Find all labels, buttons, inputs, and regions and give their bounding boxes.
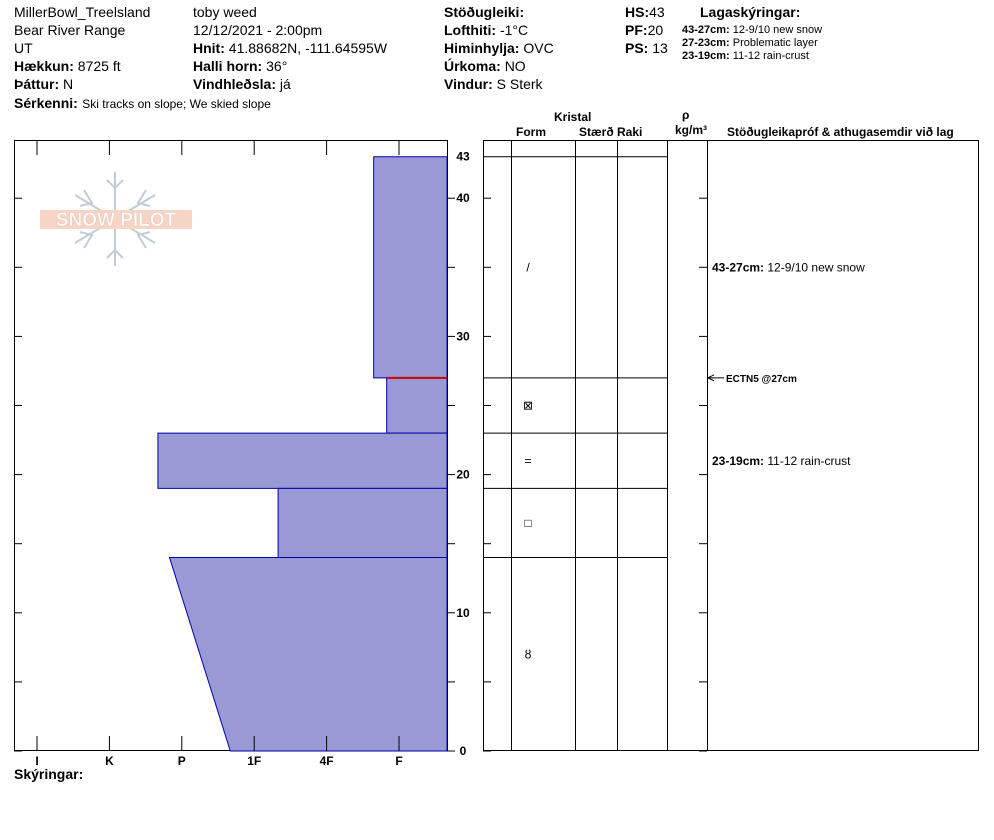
crystal-form-depth-hoar-icon: ȣ (524, 647, 532, 662)
mountain-range: Bear River Range (14, 22, 126, 38)
pf-value: 20 (647, 22, 664, 38)
logo-text: SNOW PILOT (55, 210, 177, 231)
legend-label: Skýringar: (14, 766, 84, 782)
comments-header: Stöðugleikapróf & athugasemdir við lag (727, 125, 954, 139)
wind-loading-label: Vindhleðsla: (193, 76, 276, 92)
crystal-form-box-slash-icon: ⊠ (522, 398, 534, 413)
layer-comment (712, 260, 865, 274)
snow-layer (387, 378, 447, 433)
height-label: 10 (456, 605, 470, 620)
elevation-label: Hækkun: (14, 58, 74, 74)
aspect-value: N (63, 76, 74, 92)
height-label: 30 (456, 329, 470, 344)
layer-notes-title: Lagaskýringar: (700, 4, 801, 20)
hs-label: HS: (625, 4, 650, 20)
features-value: Ski tracks on slope; We skied slope (82, 97, 271, 111)
wind-loading-value: já (279, 76, 291, 92)
snow-layer (278, 488, 447, 557)
layer-note-text: 12-9/10 new snow (732, 24, 823, 36)
snow-layer (169, 558, 447, 751)
hardness-label: I (35, 754, 39, 768)
sky-label: Himinhylja: (444, 40, 520, 56)
layer-comment (712, 454, 851, 468)
stability-label: Stöðugleiki: (444, 4, 525, 20)
wind-value: S Sterk (496, 76, 543, 92)
hardness-label: 1F (247, 754, 262, 768)
layer-note-range: 23-19cm: (682, 50, 730, 62)
datetime: 12/12/2021 - 2:00pm (193, 22, 323, 38)
stability-test: ECTN5 @27cm (726, 373, 797, 385)
moisture-header: Raki (617, 125, 643, 139)
features-label: Sérkenni: (14, 95, 78, 111)
precip-value: NO (504, 58, 526, 74)
density-unit-header: kg/m³ (675, 123, 708, 137)
snow-layer (374, 157, 447, 378)
slope-value: 36° (266, 58, 288, 74)
hardness-label: 4F (319, 754, 334, 768)
layer-comment-range: 43-27cm: (712, 260, 765, 275)
layer-note-range: 43-27cm: (682, 24, 730, 36)
table-frame (484, 141, 979, 751)
air-temp-value: -1°C (499, 22, 529, 38)
rho-header: ρ (682, 108, 690, 122)
layer-note-range: 27-23cm: (682, 37, 730, 49)
snow-pilot-logo (40, 172, 192, 266)
crystal-header: Kristal (554, 110, 592, 124)
ps-label: PS: (625, 40, 649, 56)
slope-label: Halli horn: (193, 58, 263, 74)
air-temp-label: Lofthiti: (444, 22, 497, 38)
sky-value: OVC (523, 40, 554, 56)
height-label: 0 (459, 744, 467, 758)
form-header: Form (516, 125, 546, 139)
coordinates-label: Hnit: (193, 40, 225, 56)
hardness-label: F (395, 754, 403, 768)
height-label: 20 (456, 467, 470, 482)
wind-label: Vindur: (444, 76, 493, 92)
coordinates-value: 41.88682N, -111.64595W (228, 40, 388, 56)
snow-layer (158, 433, 447, 488)
layer-note-text: 11-12 rain-crust (732, 50, 809, 62)
precip-label: Úrkoma: (444, 58, 501, 74)
layer-comment-range: 23-19cm: (712, 453, 765, 468)
hardness-label: P (177, 754, 186, 768)
layer-note-text: Problematic layer (732, 37, 818, 49)
hs-value: 43 (649, 4, 665, 20)
pf-label: PF: (625, 22, 648, 38)
crystal-form-square-icon: □ (524, 515, 532, 530)
crystal-form-equals-icon: = (524, 453, 532, 468)
aspect-label: Þáttur: (14, 76, 60, 92)
elevation-value: 8725 ft (77, 58, 121, 74)
height-label: 40 (456, 191, 470, 206)
size-header: Stærð (579, 125, 614, 139)
crystal-form-line-slash-icon: / (526, 260, 530, 275)
layer-comment-text: 12-9/10 new snow (764, 260, 865, 275)
height-label: 43 (456, 149, 470, 164)
ps-value: 13 (652, 40, 668, 56)
state: UT (14, 40, 33, 56)
observer: toby weed (193, 4, 257, 20)
site-name: MillerBowl_Treelsland (14, 4, 151, 20)
layer-comment-text: 11-12 rain-crust (764, 453, 851, 468)
hardness-label: K (105, 754, 114, 768)
